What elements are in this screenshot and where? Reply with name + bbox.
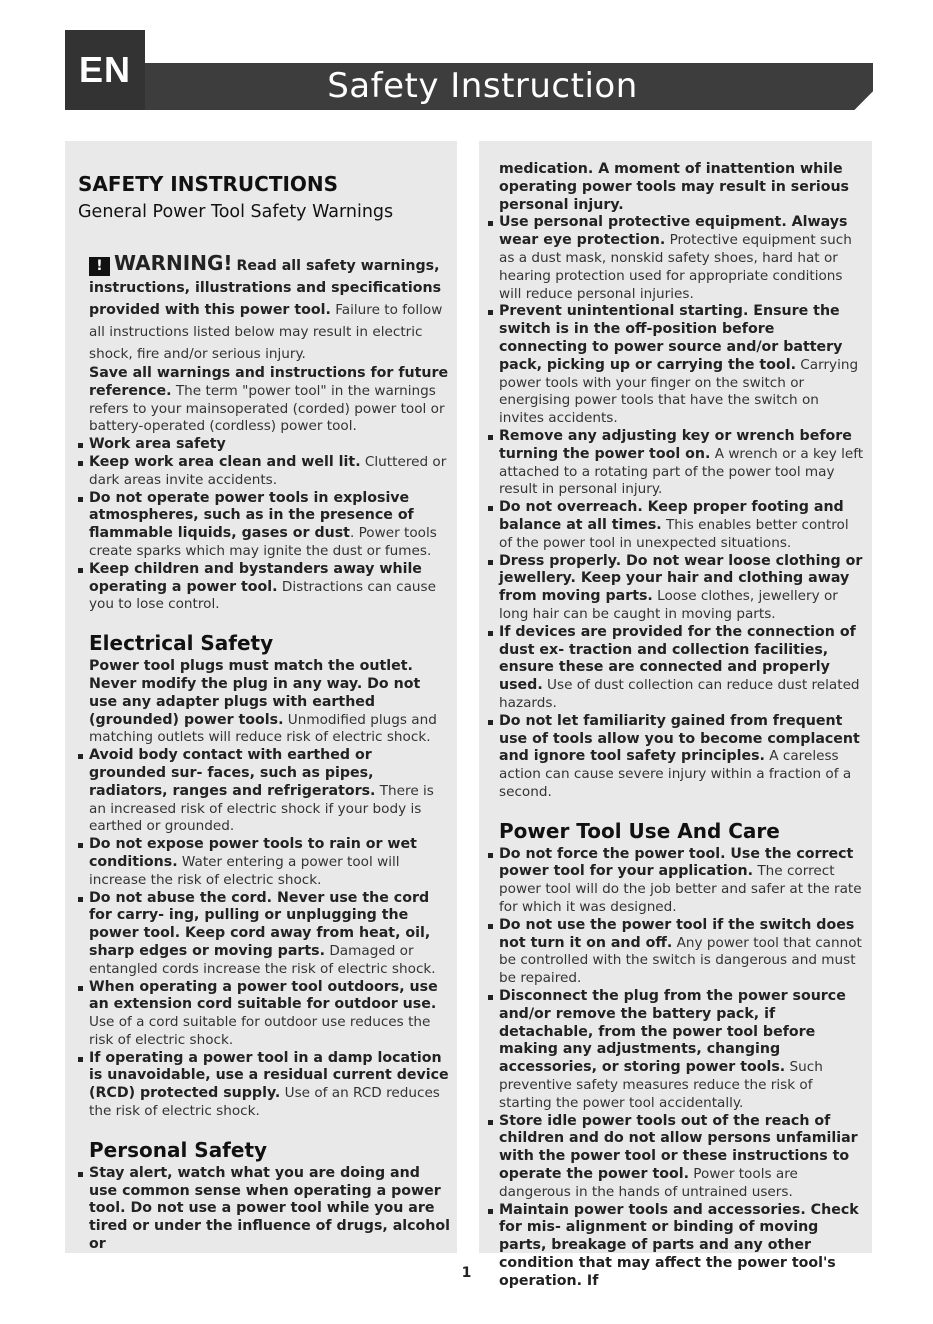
personal-safety-title: Personal Safety bbox=[89, 1137, 268, 1162]
list-item bbox=[78, 436, 451, 454]
list-item-bold: Do not operate power tools in explosive atmospheres, such as in the presence of flammable liquids, gases or dust bbox=[89, 489, 414, 542]
list-item-text: Protective equipment such as a dust mask, nonskid safety shoes, hard hat or hearing protection used for appropriate conditions will reduce personal injuries. bbox=[499, 232, 852, 302]
list-item-text: Distractions can cause you to lose control. bbox=[89, 578, 436, 613]
save-warnings-text: The term "power tool" in the warnings refers to your mainsoperated (corded) power tool or battery-operated (cordless) power tool. bbox=[89, 382, 445, 435]
list-item-bold: Do not abuse the cord. Never use the cord for carry- ing, pulling or unplugging the power tool. Keep cord away from heat, oil, sharp edges or moving parts. bbox=[89, 889, 431, 959]
language-tab: EN bbox=[65, 30, 145, 110]
list-item-bold: Do not let familiarity gained from frequent use of tools allow you to become complacent and ignore tool safety principles. bbox=[499, 712, 860, 765]
warning-triangle-icon: ! bbox=[89, 257, 110, 276]
list-item bbox=[488, 553, 866, 624]
electrical-safety-title: Electrical Safety bbox=[89, 631, 274, 656]
list-item bbox=[488, 846, 866, 917]
list-item-bold: If operating a power tool in a damp location is unavoidable, use a residual current device (RCD) protected supply. bbox=[89, 1049, 449, 1102]
list-item-text: Use of an RCD reduces the risk of electric shock. bbox=[89, 1085, 440, 1120]
section-heading: SAFETY INSTRUCTIONS bbox=[78, 172, 339, 196]
electrical-list bbox=[78, 747, 451, 1121]
list-item-bold: Work area safety bbox=[89, 436, 226, 453]
list-item-text: A careless action can cause severe injury within a fraction of a second. bbox=[499, 748, 852, 800]
list-item-text: Use of a cord suitable for outdoor use reduces the risk of electric shock. bbox=[89, 1014, 431, 1048]
save-warnings-bold: Save all warnings and instructions for future reference. bbox=[89, 365, 449, 399]
list-item-bold: Do not use the power tool if the switch does not turn it on and off. bbox=[499, 916, 855, 951]
section-subheading: General Power Tool Safety Warnings bbox=[78, 202, 394, 222]
list-item-text: . Power tools create sparks which may ignite the dust or fumes. bbox=[89, 525, 437, 559]
list-item bbox=[78, 979, 451, 1050]
list-item-bold: Do not force the power tool. Use the correct power tool for your application. bbox=[499, 845, 854, 880]
electrical-intro bbox=[78, 658, 451, 747]
personal-items-list bbox=[488, 214, 866, 801]
right-column bbox=[479, 141, 872, 1289]
list-item bbox=[488, 624, 866, 713]
list-item bbox=[488, 499, 866, 552]
list-item-text: Carrying power tools with your finger on the switch or energising power tools that have the switch on invites accidents. bbox=[499, 356, 859, 427]
power-tool-care-title: Power Tool Use And Care bbox=[499, 818, 780, 843]
list-item bbox=[488, 214, 866, 303]
warning-block bbox=[89, 252, 451, 436]
work-area-list bbox=[78, 436, 451, 614]
list-item bbox=[488, 1113, 866, 1202]
list-item-text: Such preventive safety measures reduce the risk of starting the power tool accidentally. bbox=[499, 1059, 823, 1111]
left-column bbox=[65, 141, 457, 1253]
warning-bold-text: Read all safety warnings, instructions, illustrations and specifications provided with this power tool. bbox=[89, 258, 442, 318]
list-item-text: Cluttered or dark areas invite accidents. bbox=[89, 453, 447, 488]
electrical-intro-bold: Power tool plugs must match the outlet. Never modify the plug in any way. Do not use any adapter plugs with earthed (grounded) power tools. bbox=[89, 658, 421, 728]
list-item-text: Water entering a power tool will increase the risk of electric shock. bbox=[89, 853, 400, 888]
list-item-bold: Keep children and bystanders away while operating a power tool. bbox=[89, 560, 422, 595]
list-item-bold: Use personal protective equipment. Always wear eye protection. bbox=[499, 214, 848, 249]
list-item-bold: If devices are provided for the connection of dust ex- traction and collection facilities, ensure these are connected and properly used. bbox=[499, 623, 856, 694]
list-item-bold: When operating a power tool outdoors, use an extension cord suitable for outdoor use. bbox=[89, 978, 438, 1013]
list-item-bold: Prevent unintentional starting. Ensure the switch is in the off-position before connecting to power source and/or battery pack, picking up or carrying the tool. bbox=[499, 303, 843, 373]
list-item-text: Loose clothes, jewellery or long hair can be caught in moving parts. bbox=[499, 588, 838, 622]
list-item-bold: Store idle power tools out of the reach of children and do not allow persons unfamiliar with the power tool or these instructions to operate the power tool. bbox=[499, 1112, 858, 1183]
list-item bbox=[78, 561, 451, 614]
list-item-bold: Remove any adjusting key or wrench before turning the power tool on. bbox=[499, 427, 852, 462]
list-item-bold: Disconnect the plug from the power source and/or remove the battery pack, if detachable, from the power tool before making any adjustments, changing accessories, or storing power tools. bbox=[499, 988, 846, 1076]
warning-label: WARNING! bbox=[114, 251, 233, 275]
list-item-bold: Do not expose power tools to rain or wet conditions. bbox=[89, 836, 417, 870]
list-item bbox=[488, 917, 866, 988]
list-item-text: The correct power tool will do the job better and safer at the rate for which it was designed. bbox=[499, 863, 862, 916]
list-item-text: Any power tool that cannot be controlled with the switch is dangerous and must be repaired. bbox=[499, 934, 862, 987]
personal-continued bbox=[488, 161, 866, 214]
list-item bbox=[78, 747, 451, 836]
list-item bbox=[488, 713, 866, 802]
electrical-intro-text: Unmodified plugs and matching outlets will reduce risk of electric shock. bbox=[89, 711, 437, 746]
list-item-bold: Dress properly. Do not wear loose clothing or jewellery. Keep your hair and clothing away from moving parts. bbox=[499, 552, 863, 605]
care-list bbox=[488, 846, 866, 1291]
list-item-text: Power tools are dangerous in the hands of untrained users. bbox=[499, 1166, 798, 1200]
list-item-bold: Avoid body contact with earthed or grounded sur- faces, such as pipes, radiators, ranges and refrigerators. bbox=[89, 747, 376, 799]
personal-continued-bold: medication. A moment of inattention while operating power tools may result in serious personal injury. bbox=[499, 161, 850, 213]
page-number: 1 bbox=[461, 1265, 472, 1281]
warning-text: Failure to follow all instructions listed below may result in electric shock, fire and/or serious injury. bbox=[89, 302, 443, 362]
personal-list bbox=[78, 1165, 451, 1254]
list-item bbox=[78, 490, 451, 561]
warning-paragraph bbox=[89, 252, 451, 365]
page-title: Safety Instruction bbox=[327, 66, 638, 106]
list-item bbox=[488, 303, 866, 428]
list-item-text: There is an increased risk of electric shock if your body is earthed or grounded. bbox=[89, 782, 434, 835]
list-item bbox=[488, 428, 866, 499]
list-item-bold: Stay alert, watch what you are doing and use common sense when operating a power tool. Do not use a power tool while you are tired or under the influence of drugs, alcohol or bbox=[89, 1164, 451, 1253]
save-warnings-paragraph bbox=[89, 365, 451, 436]
list-item-bold: Do not overreach. Keep proper footing and balance at all times. bbox=[499, 499, 844, 533]
list-item-bold: Keep work area clean and well lit. bbox=[89, 453, 361, 470]
list-item bbox=[78, 1165, 451, 1254]
list-item bbox=[78, 890, 451, 979]
list-item bbox=[78, 454, 451, 490]
list-item-text: This enables better control of the power tool in unexpected situations. bbox=[499, 516, 849, 551]
list-item bbox=[78, 836, 451, 889]
list-item bbox=[78, 1050, 451, 1121]
list-item-text: Use of dust collection can reduce dust related hazards. bbox=[499, 677, 860, 711]
list-item-bold: Maintain power tools and accessories. Check for mis- alignment or binding of moving parts, breakage of parts and any other condition that may affect the power tool's operation. If bbox=[499, 1201, 859, 1289]
list-item-text: A wrench or a key left attached to a rotating part of the power tool may result in personal injury. bbox=[499, 445, 864, 498]
list-item bbox=[488, 988, 866, 1113]
list-item-text: Damaged or entangled cords increase the risk of electric shock. bbox=[89, 942, 436, 977]
